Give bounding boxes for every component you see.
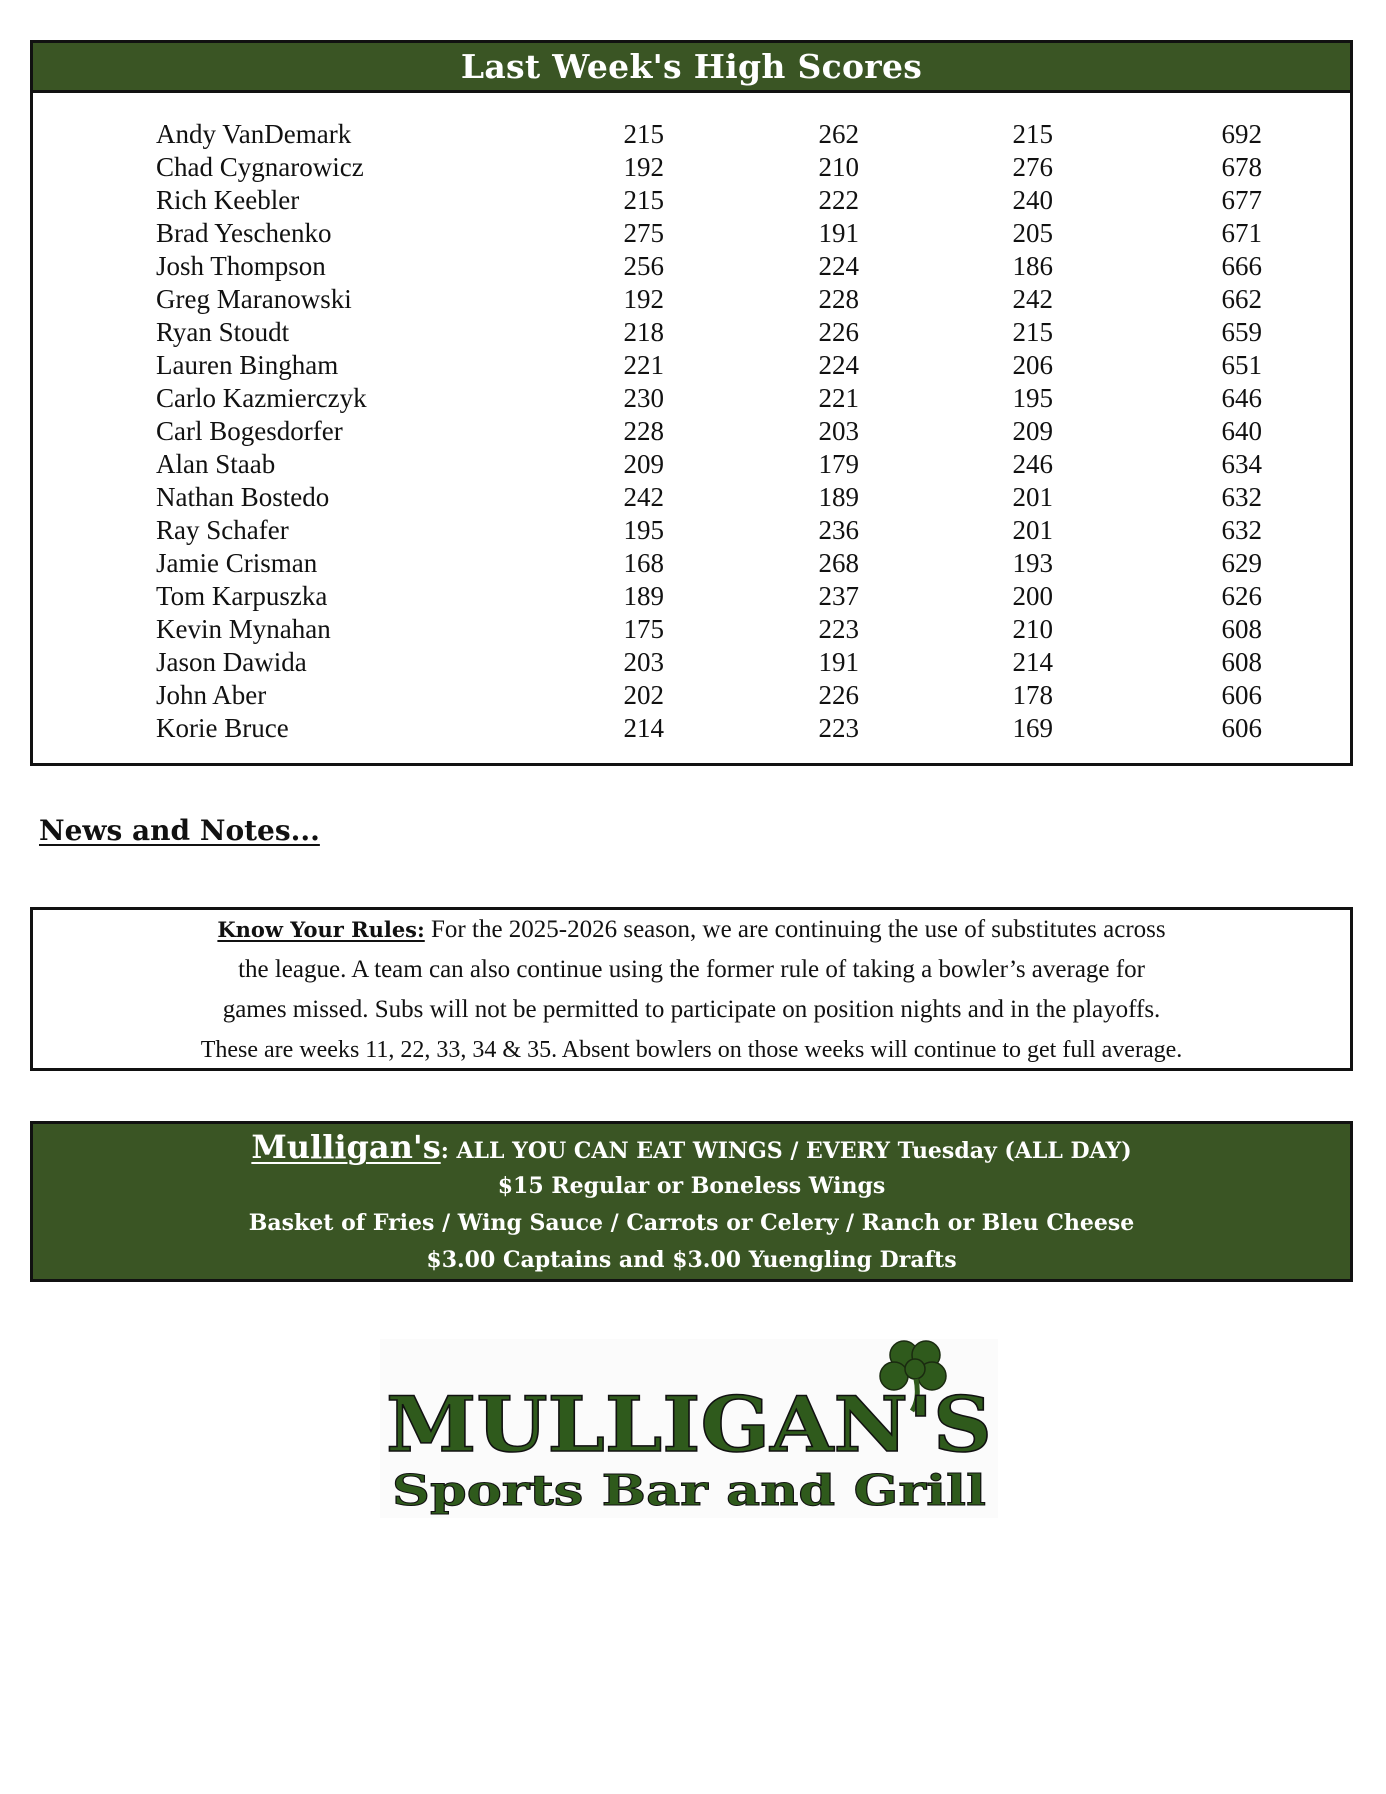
score-row bbox=[33, 217, 1350, 250]
game2-score: 191 bbox=[818, 218, 859, 248]
score-row bbox=[33, 613, 1350, 646]
game3-score: 169 bbox=[1012, 713, 1053, 743]
game1-score: 202 bbox=[623, 680, 664, 710]
score-row bbox=[33, 382, 1350, 415]
promo-headline bbox=[33, 1124, 1350, 1168]
game2-score: 224 bbox=[818, 350, 859, 380]
mulligans-logo bbox=[380, 1339, 998, 1518]
bowler-name: Alan Staab bbox=[156, 449, 276, 479]
game3-score: 201 bbox=[1012, 515, 1053, 545]
bowler-name: Brad Yeschenko bbox=[156, 218, 332, 248]
game2-score: 179 bbox=[818, 449, 859, 479]
game1-score: 228 bbox=[623, 416, 664, 446]
series-total: 634 bbox=[1221, 449, 1262, 479]
game2-score: 237 bbox=[818, 581, 859, 611]
logo-graphic bbox=[380, 1339, 998, 1518]
score-row bbox=[33, 646, 1350, 679]
score-row bbox=[33, 118, 1350, 151]
promo-brand: Mulligan's bbox=[251, 1128, 441, 1166]
score-row bbox=[33, 580, 1350, 613]
series-total: 632 bbox=[1221, 515, 1262, 545]
game2-score: 210 bbox=[818, 152, 859, 182]
rules-text: For the 2025-2026 season, we are continuing the use of substitutes across bbox=[424, 916, 1166, 943]
game2-score: 189 bbox=[818, 482, 859, 512]
game1-score: 214 bbox=[623, 713, 664, 743]
game1-score: 192 bbox=[623, 152, 664, 182]
game3-score: 214 bbox=[1012, 647, 1053, 677]
game1-score: 175 bbox=[623, 614, 664, 644]
score-row bbox=[33, 415, 1350, 448]
game1-score: 218 bbox=[623, 317, 664, 347]
series-total: 662 bbox=[1221, 284, 1262, 314]
game1-score: 195 bbox=[623, 515, 664, 545]
score-row bbox=[33, 679, 1350, 712]
series-total: 632 bbox=[1221, 482, 1262, 512]
score-row bbox=[33, 448, 1350, 481]
bowler-name: John Aber bbox=[156, 680, 267, 710]
bowler-name: Korie Bruce bbox=[156, 713, 289, 743]
game2-score: 222 bbox=[818, 185, 859, 215]
game1-score: 215 bbox=[623, 119, 664, 149]
game2-score: 223 bbox=[818, 614, 859, 644]
rules-line bbox=[33, 910, 1350, 950]
bowler-name: Lauren Bingham bbox=[156, 350, 339, 380]
game2-score: 191 bbox=[818, 647, 859, 677]
game1-score: 209 bbox=[623, 449, 664, 479]
series-total: 629 bbox=[1221, 548, 1262, 578]
high-scores-panel bbox=[30, 40, 1353, 766]
game3-score: 215 bbox=[1012, 119, 1053, 149]
score-row bbox=[33, 547, 1350, 580]
series-total: 692 bbox=[1221, 119, 1262, 149]
game3-score: 209 bbox=[1012, 416, 1053, 446]
game3-score: 193 bbox=[1012, 548, 1053, 578]
game3-score: 186 bbox=[1012, 251, 1053, 281]
series-total: 640 bbox=[1221, 416, 1262, 446]
series-total: 659 bbox=[1221, 317, 1262, 347]
game3-score: 206 bbox=[1012, 350, 1053, 380]
game2-score: 228 bbox=[818, 284, 859, 314]
game2-score: 223 bbox=[818, 713, 859, 743]
game3-score: 242 bbox=[1012, 284, 1053, 314]
game3-score: 205 bbox=[1012, 218, 1053, 248]
series-total: 671 bbox=[1221, 218, 1262, 248]
bowler-name: Josh Thompson bbox=[156, 251, 326, 281]
series-total: 606 bbox=[1221, 680, 1262, 710]
game1-score: 275 bbox=[623, 218, 664, 248]
promo-line: $3.00 Captains and $3.00 Yuengling Drafts bbox=[426, 1247, 957, 1273]
game1-score: 203 bbox=[623, 647, 664, 677]
score-row bbox=[33, 250, 1350, 283]
game2-score: 221 bbox=[818, 383, 859, 413]
bowler-name: Ryan Stoudt bbox=[156, 317, 290, 347]
series-total: 651 bbox=[1221, 350, 1262, 380]
game1-score: 221 bbox=[623, 350, 664, 380]
bowler-name: Kevin Mynahan bbox=[156, 614, 331, 644]
bowler-name: Greg Maranowski bbox=[156, 284, 352, 314]
game1-score: 242 bbox=[623, 482, 664, 512]
score-row bbox=[33, 514, 1350, 547]
news-heading: News and Notes... bbox=[39, 814, 320, 847]
game3-score: 200 bbox=[1012, 581, 1053, 611]
game2-score: 262 bbox=[818, 119, 859, 149]
bowler-name: Carlo Kazmierczyk bbox=[156, 383, 367, 413]
score-row bbox=[33, 349, 1350, 382]
game3-score: 246 bbox=[1012, 449, 1053, 479]
promo-line: Basket of Fries / Wing Sauce / Carrots or Celery / Ranch or Bleu Cheese bbox=[248, 1210, 1135, 1236]
bowler-name: Rich Keebler bbox=[156, 185, 300, 215]
rules-line: These are weeks 11, 22, 33, 34 & 35. Absent bowlers on those weeks will continue to get full average. bbox=[200, 1037, 1183, 1063]
series-total: 626 bbox=[1221, 581, 1262, 611]
promo-banner bbox=[30, 1121, 1353, 1282]
series-total: 608 bbox=[1221, 647, 1262, 677]
high-scores-title: Last Week's High Scores bbox=[460, 47, 923, 86]
logo-tagline: Sports Bar and Grill bbox=[392, 1466, 986, 1515]
game3-score: 276 bbox=[1012, 152, 1053, 182]
score-row bbox=[33, 283, 1350, 316]
game3-score: 178 bbox=[1012, 680, 1053, 710]
game2-score: 268 bbox=[818, 548, 859, 578]
game1-score: 192 bbox=[623, 284, 664, 314]
bowler-name: Chad Cygnarowicz bbox=[156, 152, 364, 182]
rules-label: Know Your Rules: bbox=[217, 917, 425, 942]
game1-score: 215 bbox=[623, 185, 664, 215]
game1-score: 189 bbox=[623, 581, 664, 611]
series-total: 646 bbox=[1221, 383, 1262, 413]
game2-score: 226 bbox=[818, 680, 859, 710]
bowler-name: Jamie Crisman bbox=[156, 548, 318, 578]
game3-score: 210 bbox=[1012, 614, 1053, 644]
score-row bbox=[33, 151, 1350, 184]
bowler-name: Tom Karpuszka bbox=[156, 581, 328, 611]
promo-headline-text: : ALL YOU CAN EAT WINGS / EVERY Tuesday (ALL DAY) bbox=[440, 1138, 1132, 1164]
game3-score: 215 bbox=[1012, 317, 1053, 347]
bowler-name: Carl Bogesdorfer bbox=[156, 416, 343, 446]
logo-wordmark: MULLIGAN'S bbox=[386, 1380, 992, 1469]
game3-score: 195 bbox=[1012, 383, 1053, 413]
high-scores-table bbox=[33, 118, 1350, 745]
rules-line: the league. A team can also continue using the former rule of taking a bowler’s average for bbox=[238, 956, 1145, 983]
series-total: 678 bbox=[1221, 152, 1262, 182]
series-total: 606 bbox=[1221, 713, 1262, 743]
score-row bbox=[33, 184, 1350, 217]
rules-line: games missed. Subs will not be permitted to participate on position nights and in the playoffs. bbox=[222, 996, 1161, 1023]
game1-score: 168 bbox=[623, 548, 664, 578]
bowler-name: Ray Schafer bbox=[156, 515, 289, 545]
series-total: 608 bbox=[1221, 614, 1262, 644]
game2-score: 226 bbox=[818, 317, 859, 347]
bowler-name: Jason Dawida bbox=[156, 647, 307, 677]
score-row bbox=[33, 316, 1350, 349]
game2-score: 203 bbox=[818, 416, 859, 446]
game3-score: 240 bbox=[1012, 185, 1053, 215]
series-total: 677 bbox=[1221, 185, 1262, 215]
bowler-name: Nathan Bostedo bbox=[156, 482, 330, 512]
rules-notice bbox=[30, 907, 1353, 1071]
game3-score: 201 bbox=[1012, 482, 1053, 512]
game1-score: 230 bbox=[623, 383, 664, 413]
promo-line: $15 Regular or Boneless Wings bbox=[497, 1173, 886, 1199]
game1-score: 256 bbox=[623, 251, 664, 281]
series-total: 666 bbox=[1221, 251, 1262, 281]
game2-score: 236 bbox=[818, 515, 859, 545]
bowler-name: Andy VanDemark bbox=[156, 119, 352, 149]
score-row bbox=[33, 712, 1350, 745]
score-row bbox=[33, 481, 1350, 514]
game2-score: 224 bbox=[818, 251, 859, 281]
high-scores-header bbox=[33, 43, 1350, 93]
